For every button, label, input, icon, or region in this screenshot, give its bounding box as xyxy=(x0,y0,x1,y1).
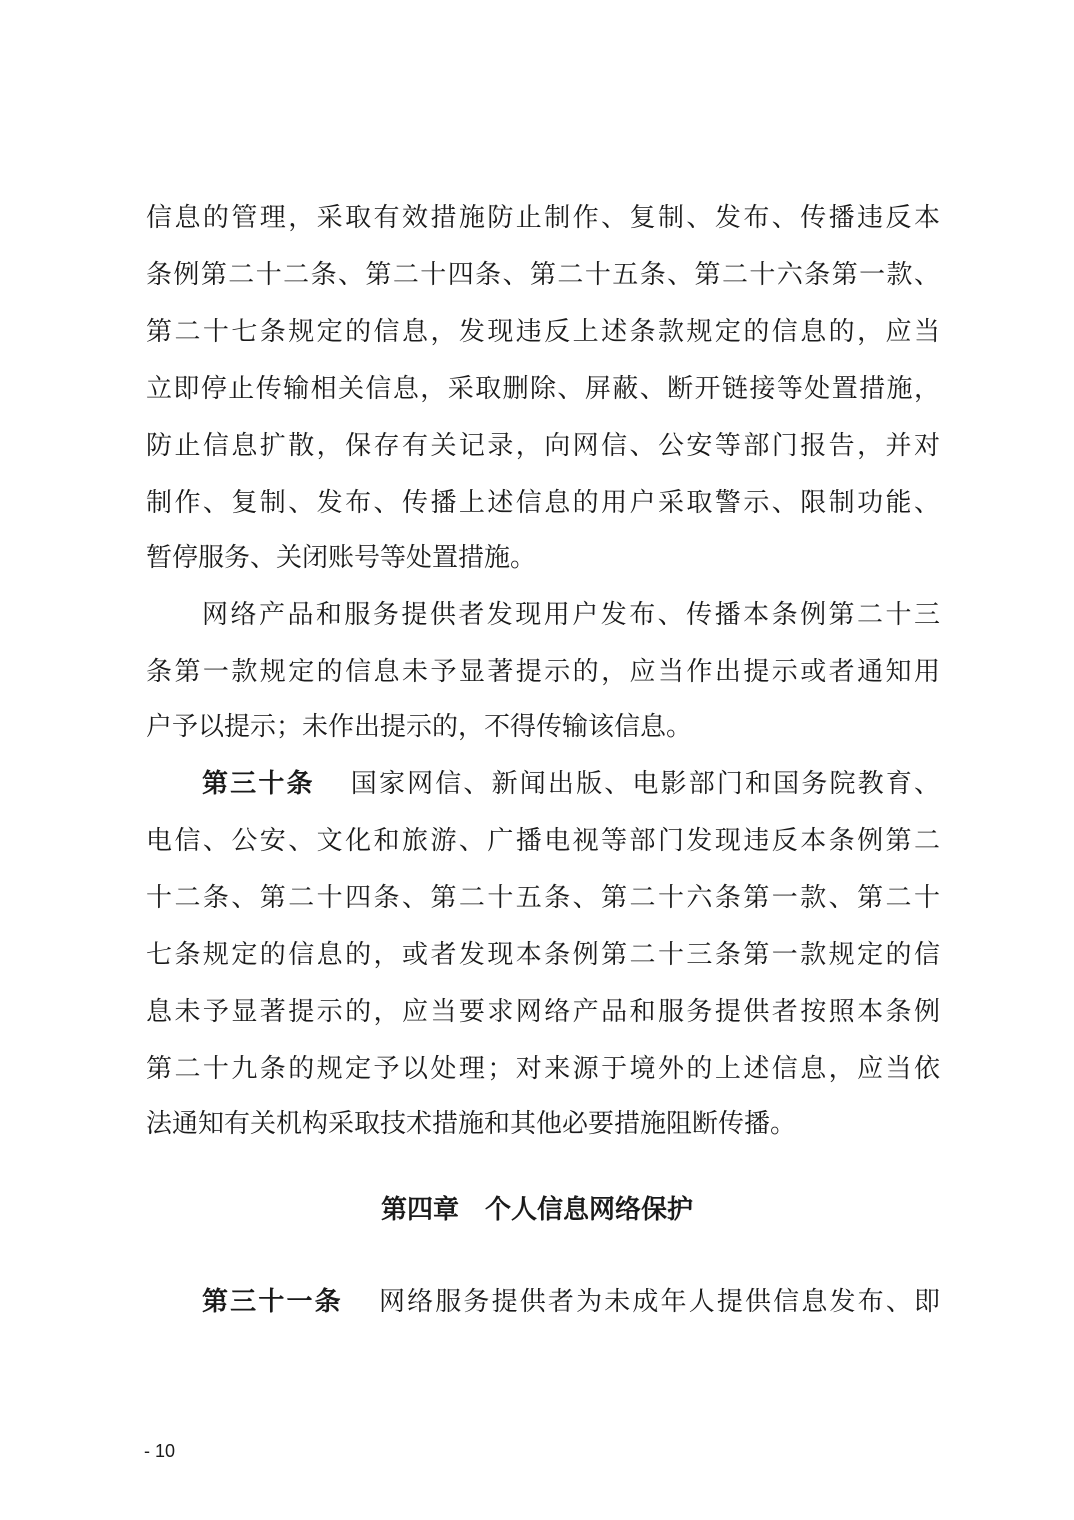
paragraph-line: 制作、复制、发布、传播上述信息的用户采取警示、限制功能、 xyxy=(146,488,940,518)
paragraph-line: 条例第二十二条、第二十四条、第二十五条、第二十六条第一款、 xyxy=(146,260,940,290)
paragraph-line: 十二条、第二十四条、第二十五条、第二十六条第一款、第二十 xyxy=(146,883,940,913)
paragraph-line: 条第一款规定的信息未予显著提示的，应当作出提示或者通知用 xyxy=(146,657,940,687)
paragraph-line: 息未予显著提示的，应当要求网络产品和服务提供者按照本条例 xyxy=(146,997,940,1027)
paragraph-line: 电信、公安、文化和旅游、广播电视等部门发现违反本条例第二 xyxy=(146,826,940,856)
chapter-heading: 第四章 个人信息网络保护 xyxy=(380,1195,693,1225)
paragraph-line: 立即停止传输相关信息，采取删除、屏蔽、断开链接等处置措施， xyxy=(146,374,940,404)
article-text: 网络服务提供者为未成年人提供信息发布、即 xyxy=(376,1287,940,1317)
paragraph-line: 法通知有关机构采取技术措施和其他必要措施阻断传播。 xyxy=(146,1109,797,1139)
page-number: - 10 xyxy=(144,1441,176,1461)
article-text: 国家网信、新闻出版、电影部门和国务院教育、 xyxy=(348,769,940,799)
paragraph-line: 七条规定的信息的，或者发现本条例第二十三条第一款规定的信 xyxy=(146,940,940,970)
article-label: 第三十一条 xyxy=(202,1287,343,1317)
paragraph-line: 第二十九条的规定予以处理；对来源于境外的上述信息，应当依 xyxy=(146,1054,940,1084)
paragraph-line: 防止信息扩散，保存有关记录，向网信、公安等部门报告，并对 xyxy=(146,431,940,461)
paragraph-line: 暂停服务、关闭账号等处置措施。 xyxy=(146,543,537,573)
paragraph-line: 户予以提示；未作出提示的，不得传输该信息。 xyxy=(146,712,693,742)
paragraph-line: 第二十七条规定的信息，发现违反上述条款规定的信息的，应当 xyxy=(146,317,940,347)
article-31-first-line xyxy=(202,1282,940,1322)
article-30-first-line xyxy=(202,764,940,804)
article-label: 第三十条 xyxy=(202,769,315,799)
paragraph-line: 信息的管理，采取有效措施防止制作、复制、发布、传播违反本 xyxy=(146,203,940,233)
paragraph-line: 网络产品和服务提供者发现用户发布、传播本条例第二十三 xyxy=(202,600,940,630)
